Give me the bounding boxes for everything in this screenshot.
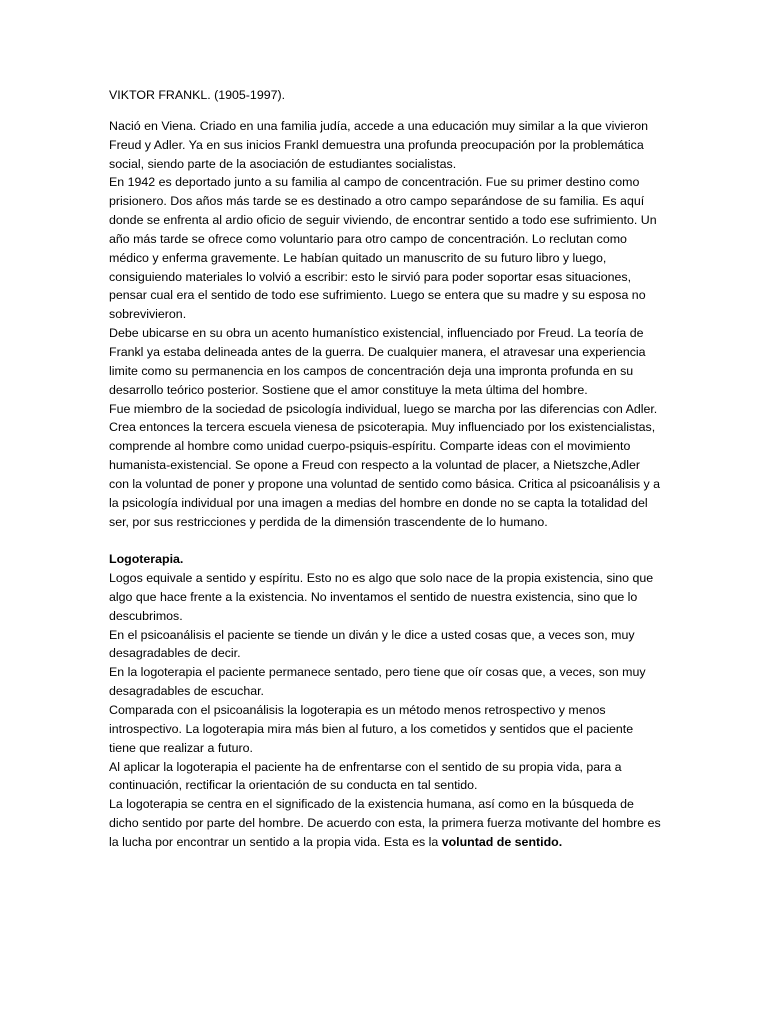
paragraph-comparison: Comparada con el psicoanálisis la logoterapia es un método menos retrospectivo y menos introspectivo. La logoterapia mira más bien al futuro, a los cometidos y sentidos que el paciente tiene que realizar a futuro.: [109, 703, 634, 755]
paragraph-meaning: [109, 795, 661, 852]
section-spacer: [109, 531, 661, 550]
paragraph-logotherapy-seated: En la logoterapia el paciente permanece sentado, pero tiene que oír cosas que, a veces, son muy desagradables de escuchar.: [109, 665, 646, 699]
paragraph-logos: Logos equivale a sentido y espíritu. Esto no es algo que solo nace de la propia existencia, sino que algo que hace frente a la existencia. No inventamos el sentido de nuestra existencia, sino que lo descubrimos.: [109, 571, 654, 623]
paragraph-society: Fue miembro de la sociedad de psicología individual, luego se marcha por las diferencias con Adler.: [109, 401, 658, 416]
paragraph-humanistic: Debe ubicarse en su obra un acento humanístico existencial, influenciado por Freud. La teoría de Frankl ya estaba delineada antes de la guerra. De cualquier manera, el atravesar una experiencia limite como su permanencia en los campos de concentración deja una impronta profunda en su desarrollo teórico posterior. Sostiene que el amor constituye la meta última del hombre.: [109, 326, 646, 397]
will-to-meaning-emphasis: voluntad de sentido.: [441, 834, 563, 849]
paragraph-third-school: Crea entonces la tercera escuela vienesa de psicoterapia. Muy influenciado por los existencialistas, comprende al hombre como unidad cuerpo-psiquis-espíritu. Comparte ideas con el movimiento humanista-existencial. Se opone a Freud con respecto a la voluntad de placer, a Nietszche,Adler con la voluntad de poner y propone una voluntad de sentido como básica. Critica al psicoanálisis y a la psicología individual por una imagen a medias del hombre en donde no se capta la totalidad del ser, por sus restricciones y perdida de la dimensión trascendente de lo humano.: [109, 420, 661, 529]
paragraph-meaning-text: La logoterapia se centra en el significado de la existencia humana, así como en la búsqueda de dicho sentido por parte del hombre. De acuerdo con esta, la primera fuerza motivante del hombre es la lucha por encontrar un sentido a la propia vida. Esta es la: [109, 797, 661, 849]
paragraph-application: Al aplicar la logoterapia el paciente ha de enfrentarse con el sentido de su propia vida, para a continuación, rectificar la orientación de su conducta en tal sentido.: [109, 759, 622, 793]
paragraph-psychoanalysis-couch: En el psicoanálisis el paciente se tiende un diván y le dice a usted cosas que, a veces son, muy desagradables de decir.: [109, 627, 635, 661]
paragraph-birth: Nació en Viena. Criado en una familia judía, accede a una educación muy similar a la que vivieron Freud y Adler. Ya en sus inicios Frankl demuestra una profunda preocupación por la problemática social, siendo parte de la asociación de estudiantes socialistas.: [109, 118, 649, 171]
document-title: VIKTOR FRANKL. (1905-1997).: [109, 88, 286, 102]
section-heading-logoterapia: Logoterapia.: [109, 552, 184, 567]
paragraph-deportation: En 1942 es deportado junto a su familia al campo de concentración. Fue su primer destino como prisionero. Dos años más tarde se es destinado a otro campo separándose de su familia. Es aquí donde se enfrenta al ardio oficio de seguir viviendo, de encontrar sentido a todo ese sufrimiento. Un año más tarde se ofrece como voluntario para otro campo de concentración. Lo reclutan como médico y enferma gravemente. Le habían quitado un manuscrito de su futuro libro y luego, consiguiendo materiales lo volvió a escribir: esto le sirvió para poder soportar esas situaciones, pensar cual era el sentido de todo ese sufrimiento. Luego se entera que su madre y su esposa no sobrevivieron.: [109, 175, 657, 322]
document-page: [109, 86, 661, 852]
